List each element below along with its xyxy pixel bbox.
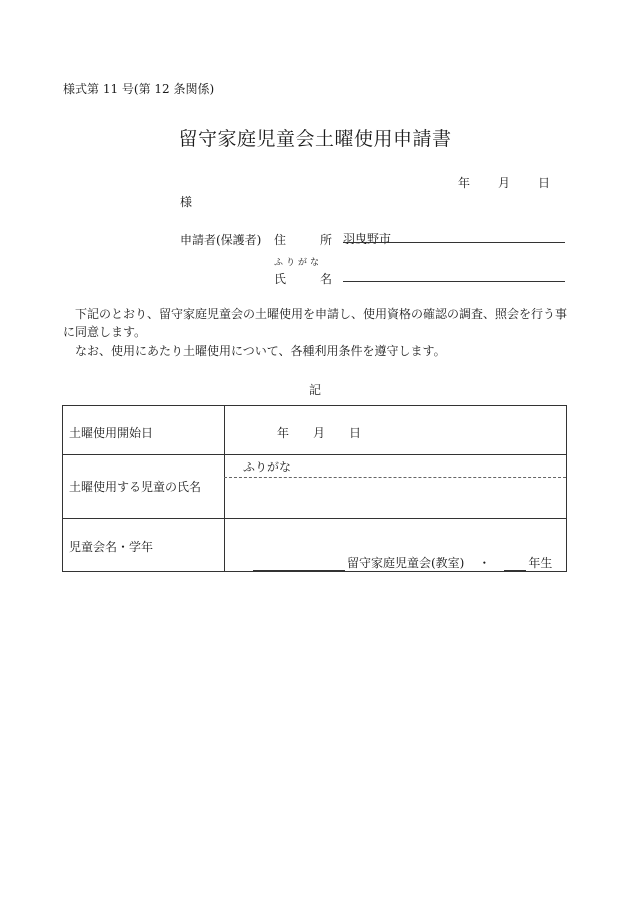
club-grade-label: 児童会名・学年 xyxy=(69,540,154,554)
start-day-label: 日 xyxy=(349,426,362,440)
consent-paragraph: 下記のとおり、留守家庭児童会の土曜使用を申請し、使用資格の確認の調査、照会を行う事に同意します。 xyxy=(63,307,568,339)
name-label-1: 氏 xyxy=(274,272,287,286)
compliance-paragraph: なお、使用にあたり土曜使用について、各種利用条件を遵守します。 xyxy=(75,344,446,358)
grade-suffix: 年生 xyxy=(528,556,553,570)
child-name-label: 土曜使用する児童の氏名 xyxy=(69,480,202,494)
date-year-label: 年 xyxy=(458,176,471,190)
furigana-dashed-divider xyxy=(224,477,566,478)
applicant-label: 申請者(保護者) xyxy=(180,233,262,247)
address-label-2: 所 xyxy=(320,233,333,247)
club-name-blank[interactable] xyxy=(253,558,345,571)
address-underline xyxy=(343,242,565,243)
application-table xyxy=(62,405,567,572)
addressee-suffix: 様 xyxy=(180,195,193,209)
document-title: 留守家庭児童会土曜使用申請書 xyxy=(178,128,452,150)
address-label xyxy=(274,231,332,248)
grade-blank[interactable] xyxy=(504,558,526,571)
date-line xyxy=(458,174,550,191)
address-field[interactable]: 羽曳野市 xyxy=(343,232,392,246)
ki-heading: 記 xyxy=(308,383,321,397)
start-month-label: 月 xyxy=(313,426,326,440)
name-label xyxy=(274,270,332,287)
table-row-divider xyxy=(63,518,566,519)
start-date-field[interactable] xyxy=(277,424,361,441)
name-field[interactable] xyxy=(343,281,565,282)
table-row-divider xyxy=(63,454,566,455)
child-name-field[interactable] xyxy=(225,482,565,514)
separator-dot: ・ xyxy=(478,556,491,570)
form-number: 様式第 11 号(第 12 条関係) xyxy=(63,82,215,96)
club-grade-field[interactable] xyxy=(253,554,552,571)
child-furigana-field[interactable]: ふりがな xyxy=(243,460,292,474)
club-suffix: 留守家庭児童会(教室) xyxy=(347,556,465,570)
date-month-label: 月 xyxy=(498,176,511,190)
address-label-1: 住 xyxy=(274,233,287,247)
start-year-label: 年 xyxy=(277,426,290,440)
name-label-2: 名 xyxy=(320,272,333,286)
furigana-label: ふりがな xyxy=(274,258,323,268)
start-date-label: 土曜使用開始日 xyxy=(69,426,154,440)
date-day-label: 日 xyxy=(538,176,551,190)
